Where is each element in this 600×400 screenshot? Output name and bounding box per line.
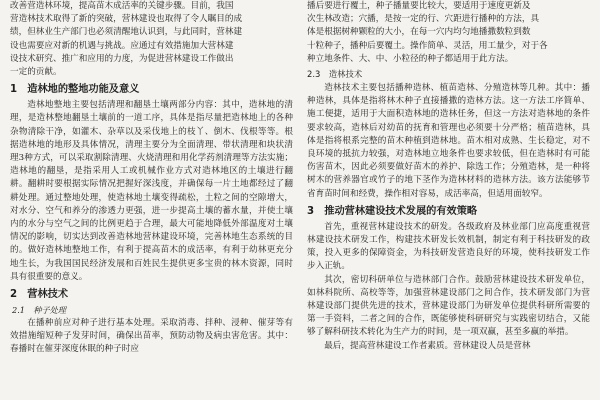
intro-line: 营造林技术取得了新的突破，营林建设也取得了令人瞩目的成 [10,14,243,25]
intro-line: 设也需要应对新的机遇与挑战。应通过有效措施加大营林建 [10,40,234,51]
section-3-paragraph-3: 最后，提高营林建设工作者素质。营林建设人员是营林 [324,340,531,351]
section-2-3-body: 造林技术主要包括播种造林、植苗造林、分殖造林等几种。其中：播种造林，具体是指将林木种子直接播撒的造林方法。这一方法工序简单、施工便捷，适用于大面积造林地的造林任务，但这一方法对造林地的条件要求较高，造林后对幼苗的抚育和管理也必须要十分严格；植苗造林，具体是指将根系完整的苗木种植到造林地。苗木相对成熟、生长稳定，对不良环境的抵抗力较强，对造林地立地条件也要求较低，但在造林时有可能伤害苗木，因此必须要做好苗木的养护、除选工作；分殖造林，是一种将树木的营养器官或竹子的地下茎作为造林材料的造林方法。该方法能够节省育苗时间和经费，操作相对容易，成活率高，但适用面较窄。 [307,83,590,199]
carryover-line: 种立地条件、大、中、小粒径的种子都适用于此方法。 [307,53,514,64]
section-2-1-body: 在播种前应对种子进行基本处理。采取消毒、拌种、浸种、催芽等有效措施缩短种子发芽时间，确保出苗率，预防动物及病虫害危害。其中：春播时在催芽深度休眠的种子时应 [10,318,293,355]
left-column [10,0,293,400]
section-3-heading: 3 推动营林建设技术发展的有效策略 [307,205,478,217]
section-3-paragraph-1: 首先，重视营林建设技术的研发。各级政府及林业部门应高度重视营林建设技术研发工作，构建技术研发长效机制，制定有利于科技研发的政策，投入更多的保障资金，为科技研发营造良好的环境，使科技研发工作步入正轨。 [307,221,590,272]
carryover-line: 体是根据树种颗粒的大小，在每一穴内均匀地播撒数粒到数 [307,27,531,38]
carryover-line: 播后要进行覆土，种子播量要比较大，要适用于速度更新及 [307,1,531,11]
carryover-line: 次生林改造；穴播，是按一定的行、穴距进行播种的方法，具 [307,14,540,25]
right-column [307,0,590,400]
section-1-heading: 1 造林地的整地功能及意义 [10,84,140,96]
section-1-body: 造林地整地主要包括清理和翻垦土壤两部分内容：其中，造林地的清理，是造林整地翻垦土壤前的一道工序，具体是指尽量把造林地上的各种杂物清除干净，如灌木、杂草以及采伐地上的枝丫、倒木、伐根等等。根据造林地的地形及具体情况，清理主要分为全面清理、带状清理和块状清理3种方式，可以采取割除清理、火烧清理和用化学药剂清理等方法实施；造林地的翻垦，是指采用人工或机械作业方式对造林地区的土壤进行翻耕。翻耕时要根据实际情况把握好深浅度，并确保每一片土地都经过了翻耕处理。通过整地处理，使造林地土壤变得疏松，土粒之间的空隙增大，对水分、空气和养分的渗透力更强，进一步提高土壤的蓄水量，并使土壤内的水分与空气之间的比例更趋于合理，最大可能地降低外部温度对土壤情况的影响，切实达到改善造林地营林建设环境，完善林地生态系统的目的。做好造林地整地工作，有利于提高苗木的成活率，有利于幼林更充分地生长，为我国国民经济发展和百姓民生提供更多宝贵的林木资源，同时具有很重要的意义。 [10,100,293,282]
section-2-heading: 2 营林技术 [10,289,69,301]
intro-line: 改善营造林环境，提高苗木成活率的关键步骤。目前，我国 [10,1,234,11]
intro-line: 一定的贡献。 [10,67,62,78]
carryover-line: 十粒种子，播种后要覆土。操作简单、灵活，用工量少，对于各 [307,40,548,51]
section-2-3-heading: 2.3 造林技术 [307,69,363,80]
section-3-paragraph-2: 其次，密切科研单位与造林部门合作。鼓励营林建设技术研发单位，如林科院所、高校等等，加强营林建设部门之间合作，技术研发部门为营林建设部门提供先进的技术，营林建设部门为研发单位提供科研所需要的第一手资料，二者之间的合作，既能够使科研研究与实践密切结合，又能够了解科研技术转化为生产力的时间，是一项双赢，甚至多赢的举措。 [307,274,590,338]
intro-line: 绩，但林业生产部门也必须清醒地认识到，与此同时，营林建 [10,27,243,38]
section-2-1-heading: 2.1 种子处理 [12,305,66,316]
intro-line: 设技术研究、推广和应用的力度，为促进营林建设工作做出 [10,53,234,64]
